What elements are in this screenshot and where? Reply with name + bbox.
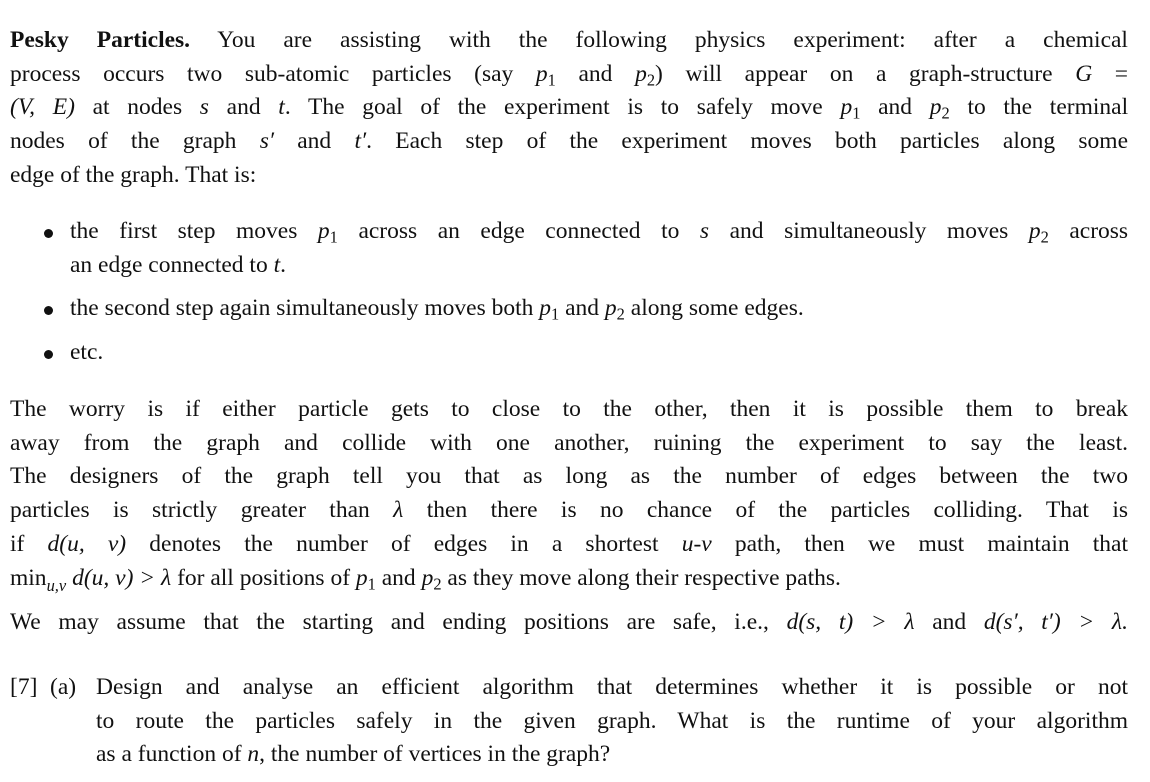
bullet-icon	[44, 350, 53, 359]
assumption-paragraph: We may assume that the starting and ending positions are safe, i.e., d(s, t) > λ and d(s′, t′) > λ.	[10, 609, 1128, 635]
bullet-icon	[44, 306, 53, 315]
question-label: (a)	[50, 674, 77, 700]
worry-paragraph: The worry is if either particle gets to close to the other, then it is possible them to break away from the graph and collide with one another, ruining the experiment to say the least. The designers of the graph tell you that as long as the number of edges between the two particles is strictly greater than λ then there is no chance of the particles colliding. That is if d(u, v) denotes the number of edges in a shortest u-v path, then we must maintain that $\min_{u,v} d(u$, v) > λ for all positions of $p_1$ and $p_2$ as they move along their respective paths.	[10, 396, 1129, 595]
intro-line-5: edge of the graph. That is:	[10, 161, 257, 188]
list-item: etc.	[40, 336, 1128, 370]
intro-paragraph	[10, 24, 1128, 193]
intro-line-2: process occurs two sub-atomic particles (say $p_1$ and $p_2$) will appear on a graph-structure G =	[10, 60, 1129, 90]
step-list	[40, 215, 1128, 370]
intro-line-1: Pesky Particles. You are assisting with the following physics experiment: after a chemical	[10, 27, 1128, 53]
intro-line-4: nodes of the graph s′ and t′. Each step of the experiment moves both particles along some	[10, 128, 1129, 155]
question-text: Design and analyse an efficient algorithm that determines whether it is possible or not to route the particles safely in the given graph. What is the runtime of your algorithm as a function of n, the number of vertices in the graph?	[96, 674, 1128, 768]
question-marks: [7]	[10, 674, 38, 700]
bullet-icon	[44, 229, 53, 238]
list-item: the first step moves $p_1$ across an edge connected to s and simultaneously moves $p_2$ across an edge connected to t.	[40, 215, 1128, 282]
question-a	[10, 671, 1128, 772]
section-title: Pesky Particles.	[10, 27, 191, 53]
list-item: the second step again simultaneously moves both $p_1$ and $p_2$ along some edges.	[40, 292, 1128, 326]
intro-line-3: (V, E) at nodes s and t. The goal of the experiment is to safely move $p_1$ and $p_2$ to the terminal	[10, 94, 1129, 123]
